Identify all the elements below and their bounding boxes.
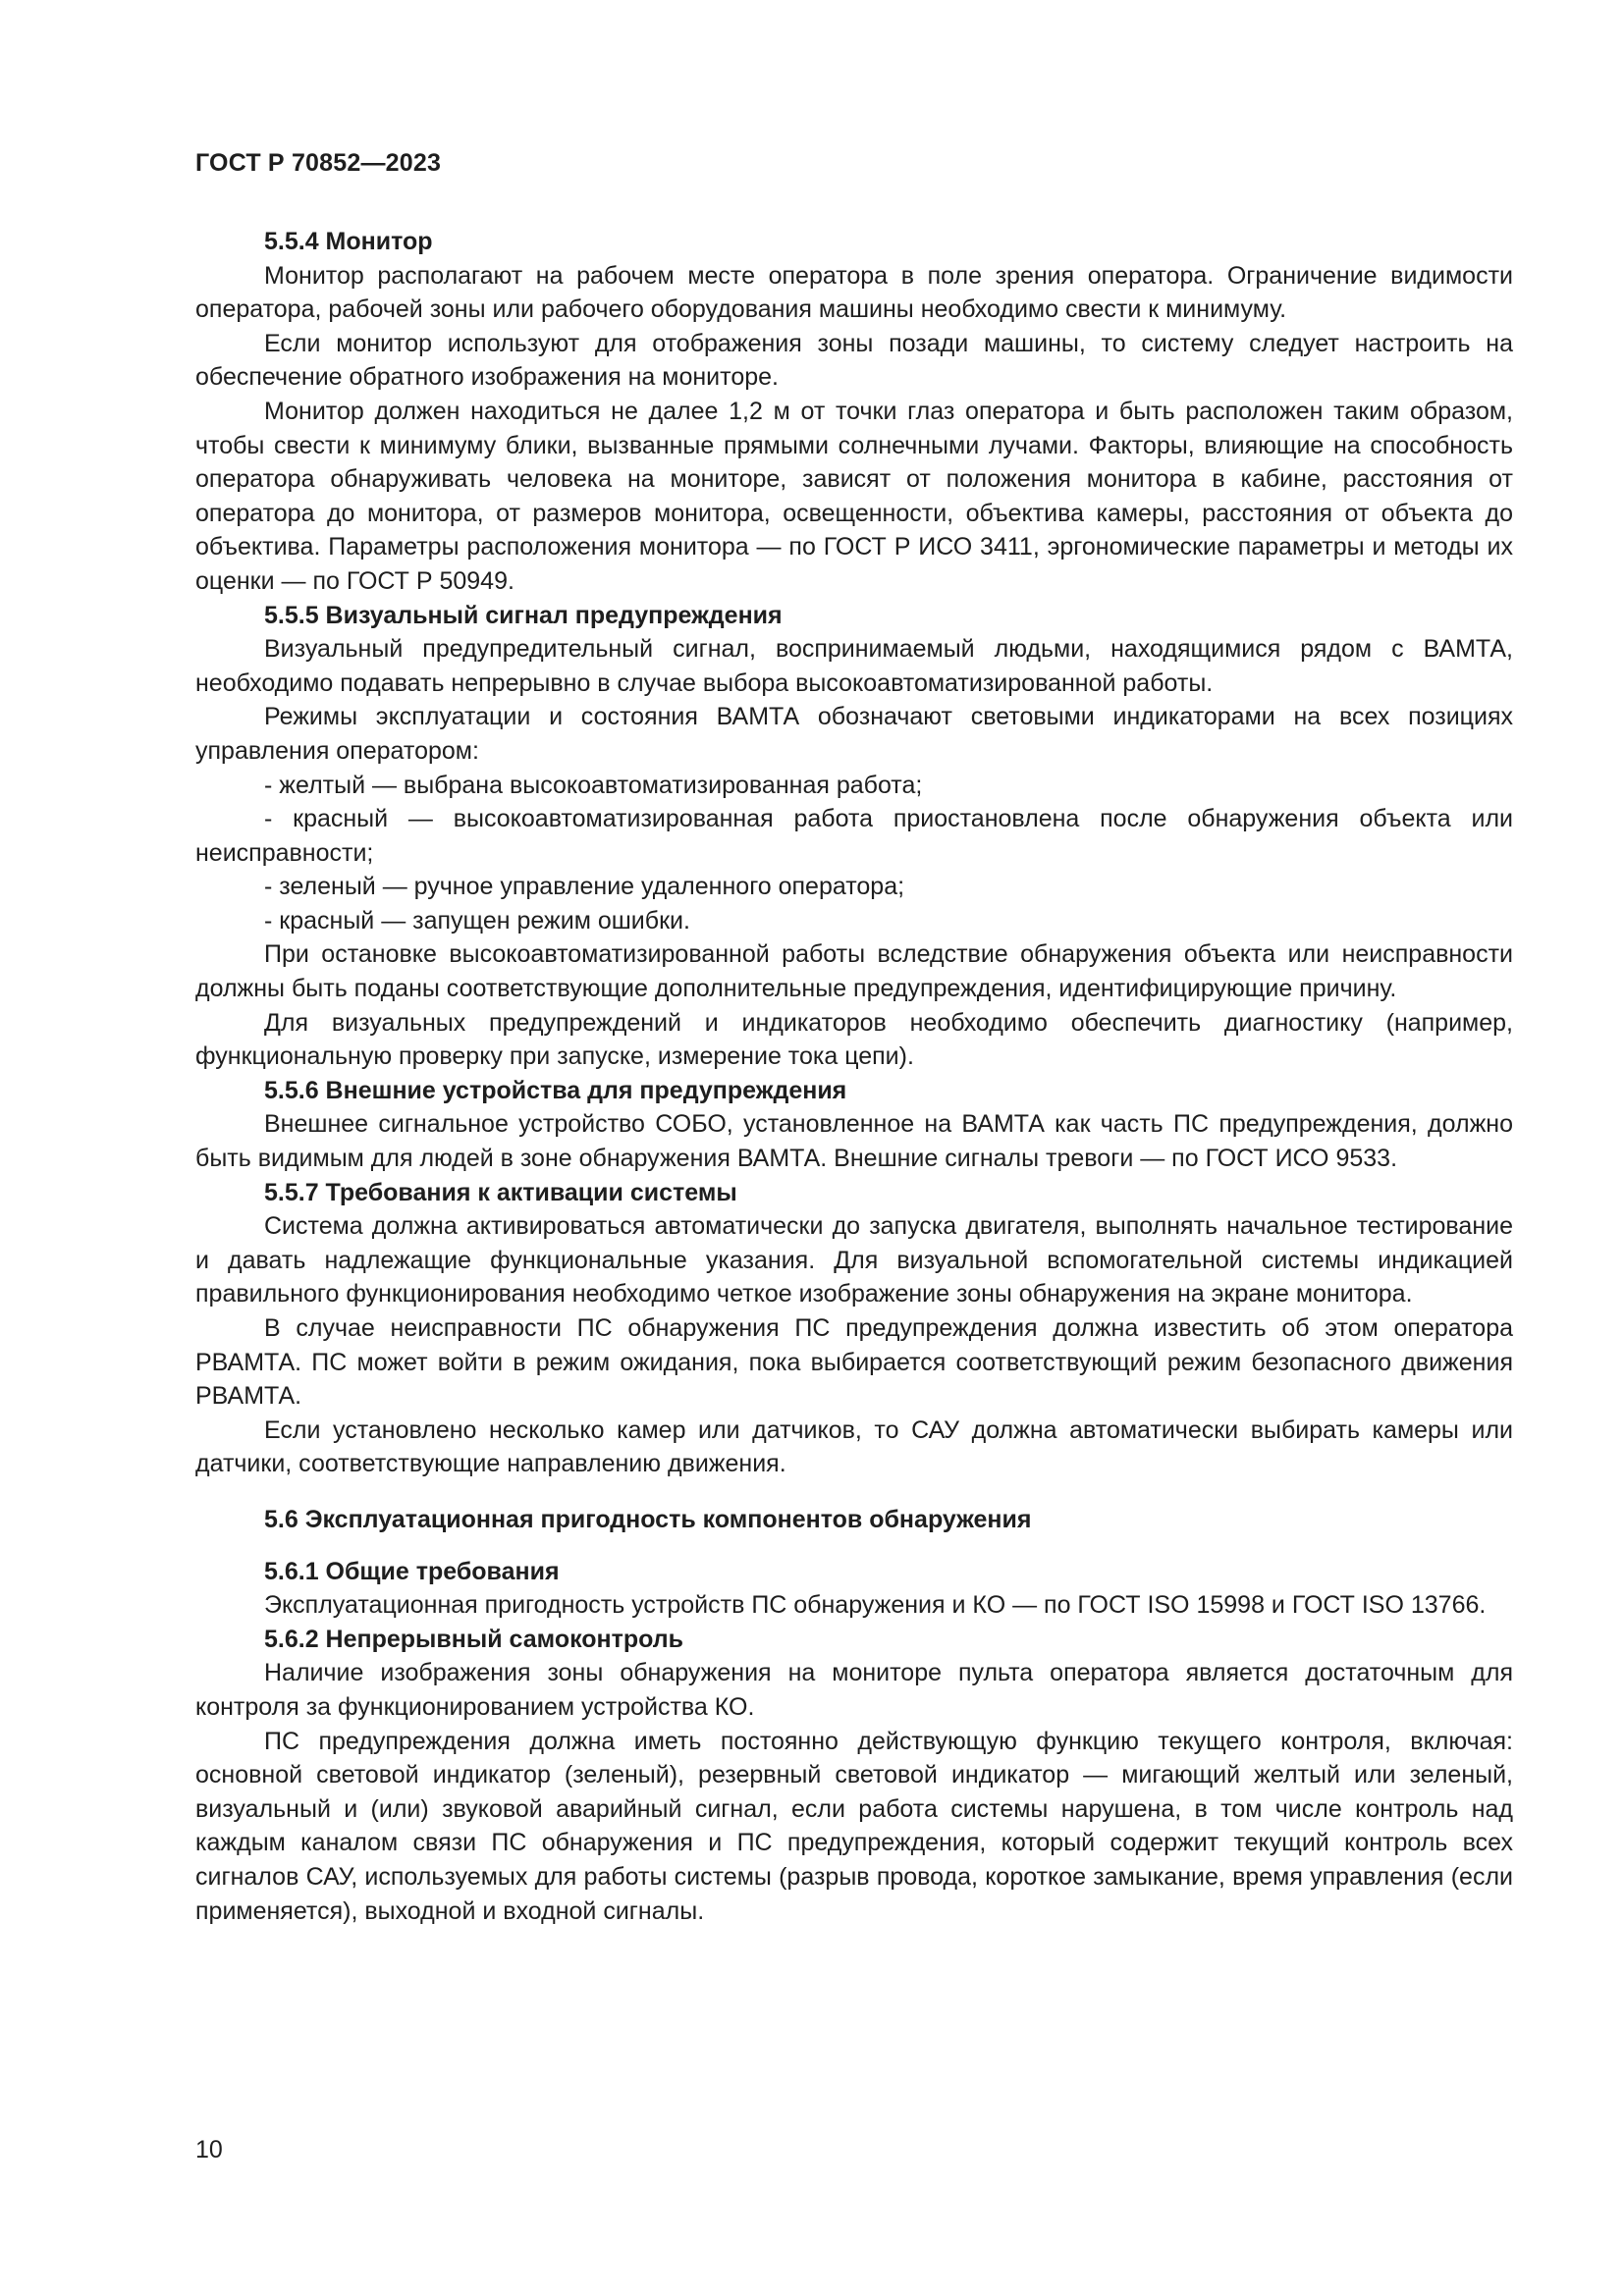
list-item: - желтый — выбрана высокоавтоматизированная работа; — [264, 771, 923, 799]
section-5-5-4-title: 5.5.4 Монитор — [264, 228, 433, 255]
paragraph: Наличие изображения зоны обнаружения на мониторе пульта оператора является достаточным для контроля за функционированием устройства КО. — [195, 1659, 1513, 1721]
section-5-5-6-title: 5.5.6 Внешние устройства для предупреждения — [264, 1076, 847, 1104]
section-5-6-1-title: 5.6.1 Общие требования — [264, 1557, 560, 1585]
paragraph: Если монитор используют для отображения зоны позади машины, то систему следует настроить на обеспечение обратного изображения на мониторе. — [195, 329, 1513, 392]
paragraph: Режимы эксплуатации и состояния ВАМТА обозначают световыми индикаторами на всех позициях управления оператором: — [195, 703, 1513, 765]
paragraph: Система должна активироваться автоматически до запуска двигателя, выполнять начальное тестирование и давать надлежащие функциональные указания. Для визуальной вспомогательной системы индикацией правильного функционирования необходимо четкое изображение зоны обнаружения на экране монитора. — [195, 1212, 1513, 1308]
paragraph: ПС предупреждения должна иметь постоянно действующую функцию текущего контроля, включая: основной световой индикатор (зеленый), резервный световой индикатор — мигающий желтый или зеленый, визуальный и (или) звуковой аварийный сигнал, если работа системы нарушена, в том числе контроль над каждым каналом связи ПС обнаружения и ПС предупреждения, который содержит текущий контроль всех сигналов САУ, используемых для работы системы (разрыв провода, короткое замыкание, время управления (если применяется), выходной и входной сигналы. — [195, 1727, 1513, 1925]
list-item: - красный — высокоавтоматизированная работа приостановлена после обнаружения объекта или неисправности; — [195, 805, 1513, 867]
section-5-5-5-title: 5.5.5 Визуальный сигнал предупреждения — [264, 601, 783, 629]
paragraph: В случае неисправности ПС обнаружения ПС предупреждения должна известить об этом оператора РВАМТА. ПС может войти в режим ожидания, пока выбирается соответствующий режим безопасного движения РВАМТА. — [195, 1314, 1513, 1411]
document-code-header: ГОСТ Р 70852—2023 — [195, 149, 442, 177]
paragraph: Если установлено несколько камер или датчиков, то САУ должна автоматически выбирать камеры или датчики, соответствующие направлению движения. — [195, 1415, 1513, 1478]
section-5-6-2-title: 5.6.2 Непрерывный самоконтроль — [264, 1625, 684, 1653]
paragraph: Монитор должен находиться не далее 1,2 м от точки глаз оператора и быть расположен таким образом, чтобы свести к минимуму блики, вызванные прямыми солнечными лучами. Факторы, влияющие на способность оператора обнаруживать человека на мониторе, зависят от положения монитора в кабине, расстояния от оператора до монитора, от размеров монитора, освещенности, объектива камеры, расстояния от объекта до объектива. Параметры расположения монитора — по ГОСТ Р ИСО 3411, эргономические параметры и методы их оценки — по ГОСТ Р 50949. — [195, 397, 1513, 595]
section-5-5-7-title: 5.5.7 Требования к активации системы — [264, 1178, 737, 1206]
section-5-6-title: 5.6 Эксплуатационная пригодность компонентов обнаружения — [264, 1505, 1032, 1533]
paragraph: Внешнее сигнальное устройство СОБО, установленное на ВАМТА как часть ПС предупреждения, должно быть видимым для людей в зоне обнаружения ВАМТА. Внешние сигналы тревоги — по ГОСТ ИСО 9533. — [195, 1110, 1513, 1173]
page-number: 10 — [195, 2136, 223, 2163]
paragraph: Эксплуатационная пригодность устройств ПС обнаружения и КО — по ГОСТ ISO 15998 и ГОСТ ISO 13766. — [264, 1591, 1487, 1620]
paragraph: При остановке высокоавтоматизированной работы вследствие обнаружения объекта или неисправности должны быть поданы соответствующие дополнительные предупреждения, идентифицирующие причину. — [195, 940, 1513, 1003]
list-item: - красный — запущен режим ошибки. — [264, 906, 690, 934]
paragraph: Монитор располагают на рабочем месте оператора в поле зрения оператора. Ограничение видимости оператора, рабочей зоны или рабочего оборудования машины необходимо свести к минимуму. — [195, 261, 1513, 324]
document-body — [195, 225, 1513, 1928]
list-item: - зеленый — ручное управление удаленного оператора; — [264, 873, 905, 901]
paragraph: Для визуальных предупреждений и индикаторов необходимо обеспечить диагностику (например, функциональную проверку при запуске, измерение тока цепи). — [195, 1008, 1513, 1071]
paragraph: Визуальный предупредительный сигнал, воспринимаемый людьми, находящимися рядом с ВАМТА, необходимо подавать непрерывно в случае выбора высокоавтоматизированной работы. — [195, 635, 1513, 697]
